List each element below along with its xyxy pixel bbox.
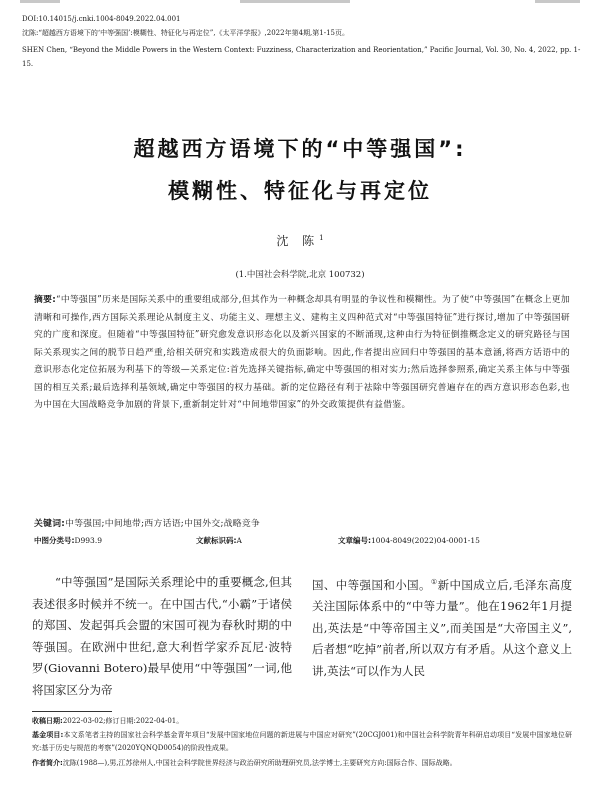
bio-text: 沈陈(1988—),男,江苏徐州人,中国社会科学院世界经济与政治研究所助理研究员,法学博士,主要研究方向:国际合作、国际战略。 [62, 759, 457, 767]
received-text: 2022-03-02;修订日期:2022-04-01。 [62, 717, 184, 725]
citation-chinese: 沈陈:“超越西方语境下的‘中等强国’:模糊性、特征化与再定位”,《太平洋学报》,2022年第4期,第1-15页。 [22, 29, 349, 37]
received-date [32, 715, 572, 728]
abstract [34, 292, 570, 415]
author-affiliation: (1.中国社会科学院,北京 100732) [235, 270, 365, 280]
abstract-label: 摘要: [34, 295, 57, 305]
received-label: 收稿日期: [32, 717, 63, 725]
body-left-column: “中等强国”是国际关系理论中的重要概念,但其表述很多时候并不统一。在中国古代,“小霸”于诸侯的郑国、发起弭兵会盟的宋国可视为春秋时期的中等强国。在欧洲中世纪,意大利哲学家乔瓦尼·波特罗(Giovanni Botero)最早使用“中等强国”一词,他将国家区分为帝 [32, 575, 292, 697]
article-title-line-2: 模糊性、特征化与再定位 [168, 179, 432, 203]
article-title-line-1: 超越西方语境下的“中等强国”: [133, 137, 467, 161]
doi-line: DOI:10.14015/j.cnki.1004-8049.2022.04.001 [22, 15, 181, 23]
clc-number [34, 535, 102, 546]
document-code [196, 535, 242, 546]
author [0, 232, 600, 249]
fund-project [32, 729, 572, 754]
clc-label: 中图分类号: [34, 536, 75, 545]
running-header-fragment [20, 0, 60, 3]
author-bio [32, 757, 572, 770]
article-number [338, 535, 480, 546]
running-header-fragment [535, 0, 580, 3]
fund-label: 基金项目: [32, 731, 64, 739]
keywords [34, 516, 570, 529]
running-header-fragment [240, 0, 350, 3]
article-number-value: 1004-8049(2022)04-0001-15 [371, 536, 480, 545]
body-right-text-rest: 新中国成立后,毛泽东高度关注国际体系中的“中等力量”。他在1962年1月提出,英法是“中等帝国主义”,而美国是“大帝国主义”,后者想“吃掉”前者,所以双方有矛盾。从这个意义上讲,英法“可以作为人民 [312, 577, 573, 678]
author-affiliation-mark: 1 [319, 234, 324, 242]
footnote-marker: ① [430, 578, 438, 586]
abstract-text: “中等强国”历来是国际关系中的重要组成部分,但其作为一种概念却具有明显的争议性和模糊性。为了使“中等强国”在概念上更加清晰和可操作,西方国际关系理论从制度主义、功能主义、理想主义、建构主义四种范式对“中等强国特征”进行探讨,增加了中等强国研究的广度和深度。但随着“中等强国特征”研究愈发意识形态化以及新兴国家的不断涌现,这种由行为特征倒推概念定义的研究路径与国际关系现实之间的脱节日趋严重,给相关研究和实践造成很大的负面影响。因此,作者提出应回归中等强国的基本意涵,将西方话语中的意识形态化定位拓展为利基下的等级—关系定位:首先选择关键指标,确定中等强国的相对实力;然后选择参照系,确定关系主体与中等强国的相互关系;最后选择利基领域,确定中等强国的权力基础。新的定位路径有利于祛除中等强国研究普遍存在的西方意识形态色彩,也为中国在大国战略竞争加剧的背景下,重新制定针对“中间地带国家”的外交政策提供有益借鉴。 [34, 295, 570, 410]
keywords-label: 关键词: [34, 519, 66, 529]
bio-label: 作者简介: [32, 759, 63, 767]
body-right-text-start: 国、中等强国和小国。 [312, 577, 431, 592]
fund-text: 本文系笔者主持的国家社会科学基金青年项目“发展中国家地位问题的新进展与中国应对研究”(20CGJ001)和中国社会科学院青年科研启动项目“发展中国家地位研究:基于历史与规范的考察”(2020YQNQD0054)的阶段性成果。 [32, 731, 572, 752]
clc-value: D993.9 [74, 536, 102, 545]
keywords-text: 中等强国;中间地带;西方话语;中国外交;战略竞争 [65, 519, 261, 529]
citation-english: SHEN Chen, “Beyond the Middle Powers in the Western Context: Fuzziness, Characterization and Reorientation,” Pacific Journal, Vol. 30, No. 4, 2022, pp. 1-15. [22, 46, 581, 68]
document-code-value: A [236, 536, 242, 545]
footnote-divider [32, 711, 112, 712]
author-name: 沈 陈 [276, 234, 320, 248]
body-right-column [312, 572, 572, 682]
article-number-label: 文章编号: [338, 536, 371, 545]
document-code-label: 文献标识码: [196, 536, 237, 545]
